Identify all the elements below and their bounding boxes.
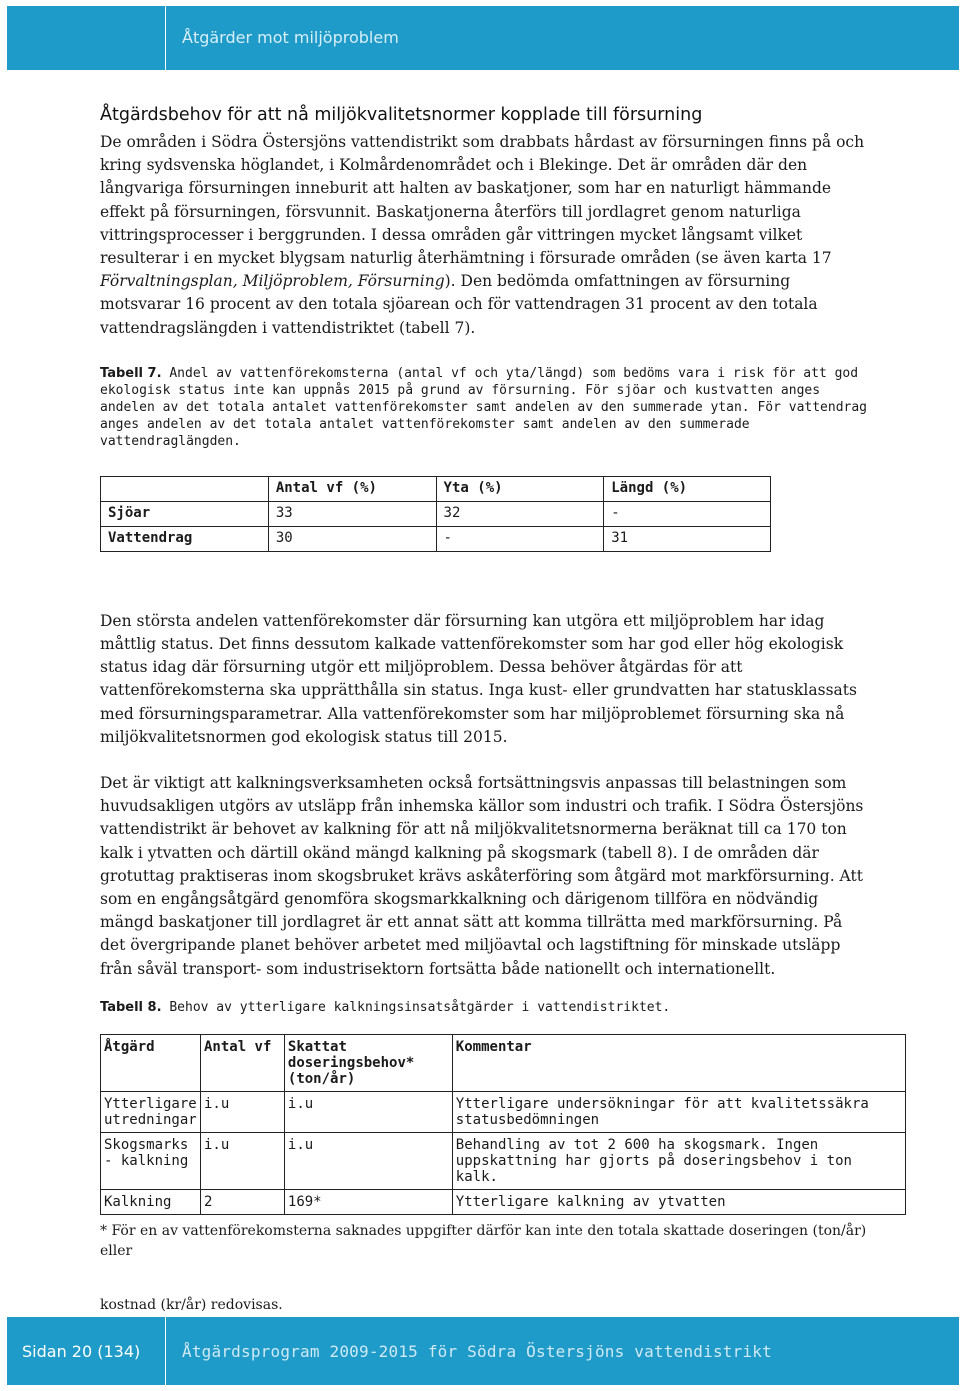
paragraph-1: De områden i Södra Östersjöns vattendistrikt som drabbats hårdast av försurningen finns på och kring sydsvenska höglandet, i Kolmårdenområdet och i Blekinge. Det är områden där den långvariga försurningen inneburit att halten av baskatjoner, som har en naturligt hämmande effekt på försurningen, försvunnit. Baskatjonerna återförs till jordlagret genom naturliga vittringsprocesser i berggrunden. I dessa områden går vittringen mycket långsamt vilket resulterar i en mycket blygsam naturlig återhämtning i försurade områden (se även karta 17 Förvaltningsplan, Miljöproblem, Försurning). Den bedömda omfattningen av försurning motsvarar 16 procent av den totala sjöarean och för vattendragen 31 procent av den totala vattendragslängden i vattendistriktet (tabell 7).	[100, 133, 865, 337]
row-label-cell: Vattendrag	[101, 526, 269, 551]
table-header-row	[101, 1034, 906, 1091]
table-row	[101, 1132, 906, 1189]
table7-caption: Tabell 7. Andel av vattenförekomsterna (antal vf och yta/längd) som bedöms vara i risk för att god ekologisk status inte kan uppnås 2015 på grund av försurning. För sjöar och kustvatten anges andelen av det totala antalet vattenförekomster samt andelen av den summerade ytan. För vattendrag anges andelen av det totala antalet vattenförekomster samt andelen av den summerade vattendraglängden.	[100, 365, 868, 449]
table-cell: Skogsmarks - kalkning	[101, 1132, 201, 1189]
footer-title: Åtgärdsprogram 2009-2015 för Södra Östersjöns vattendistrikt	[182, 1342, 772, 1361]
table-cell: i.u	[284, 1132, 452, 1189]
table-cell: Ytterligare kalkning av ytvatten	[452, 1189, 905, 1214]
header-title: Åtgärder mot miljöproblem	[182, 28, 399, 47]
table-cell: 169*	[284, 1189, 452, 1214]
table-header-cell: Yta (%)	[436, 476, 604, 501]
table-cell: Kalkning	[101, 1189, 201, 1214]
table-8	[100, 1034, 906, 1215]
table-cell: 33	[268, 501, 436, 526]
row-label-cell: Sjöar	[101, 501, 269, 526]
table-header-cell: Kommentar	[452, 1034, 905, 1091]
table-header-cell: Längd (%)	[604, 476, 771, 501]
table-header-cell	[101, 476, 269, 501]
table-cell: Ytterligare undersökningar för att kvalitetssäkra statusbedömningen	[452, 1091, 905, 1132]
table-cell: 32	[436, 501, 604, 526]
table-header-cell: Skattat doseringsbehov* (ton/år)	[284, 1034, 452, 1091]
table-cell: i.u	[284, 1091, 452, 1132]
page-number: Sidan 20 (134)	[22, 1342, 141, 1361]
table-cell: i.u	[200, 1132, 284, 1189]
table-cell: i.u	[200, 1091, 284, 1132]
table8-footnote-line2: kostnad (kr/år) redovisas.	[100, 1296, 283, 1313]
table-cell: 31	[604, 526, 771, 551]
table-cell: 2	[200, 1189, 284, 1214]
header-left-block	[7, 6, 165, 70]
table-7	[100, 476, 771, 552]
table-header-cell: Antal vf (%)	[268, 476, 436, 501]
page-content	[100, 105, 870, 1315]
table-header-cell: Åtgärd	[101, 1034, 201, 1091]
footer-page-block	[7, 1317, 165, 1385]
table-cell: 30	[268, 526, 436, 551]
table-row	[101, 501, 771, 526]
footer-bar	[166, 1317, 959, 1385]
table-cell: -	[436, 526, 604, 551]
table-cell: Ytterligare utredningar	[101, 1091, 201, 1132]
table-header-row	[101, 476, 771, 501]
table-header-cell: Antal vf	[200, 1034, 284, 1091]
table8-footnote-line1: * För en av vattenförekomsterna saknades uppgifter därför kan inte den totala skattade doseringen (ton/år) eller	[100, 1222, 867, 1259]
header-bar	[166, 6, 959, 70]
table-row	[101, 1091, 906, 1132]
table-cell: Behandling av tot 2 600 ha skogsmark. Ingen uppskattning har gjorts på doseringsbehov i ton kalk.	[452, 1132, 905, 1189]
table-cell: -	[604, 501, 771, 526]
table8-caption: Tabell 8. Behov av ytterligare kalkningsinsatsåtgärder i vattendistriktet.	[100, 999, 671, 1015]
paragraph-3: Det är viktigt att kalkningsverksamheten också fortsättningsvis anpassas till belastningen som huvudsakligen utgörs av utsläpp från inhemska källor som industri och trafik. I Södra Östersjöns vattendistrikt är behovet av kalkning för att nå miljökvalitetsnormerna beräknat till ca 170 ton kalk i ytvatten och därtill okänd mängd kalkning på skogsmark (tabell 8). I de områden där grotuttag praktiseras inom skogsbruket krävs askåterföring som åtgärd mot markförsurning. Att som en engångsåtgärd genomföra skogsmarkkalkning och därigenom tillföra en nödvändig mängd baskatjoner till jordlagret är ett annat sätt att komma tillrätta med markförsurning. På det övergripande planet behöver arbetet med miljöavtal och lagstiftning för minskade utsläpp från såväl transport- som industrisektorn fortsätta både nationellt och internationellt.	[100, 774, 864, 978]
table-row	[101, 1189, 906, 1214]
table-row	[101, 526, 771, 551]
paragraph-2: Den största andelen vattenförekomster där försurning kan utgöra ett miljöproblem har idag måttlig status. Det finns dessutom kalkade vattenförekomster som har god eller hög ekologisk status idag där försurning utgör ett miljöproblem. Dessa behöver åtgärdas för att vattenförekomsterna ska upprätthålla sin status. Inga kust- eller grundvatten har statusklassats med försurningsparametrar. Alla vattenförekomster som har miljöproblemet försurning ska nå miljökvalitetsnormen god ekologisk status till 2015.	[100, 611, 857, 746]
section-heading: Åtgärdsbehov för att nå miljökvalitetsnormer kopplade till försurning	[100, 105, 703, 125]
